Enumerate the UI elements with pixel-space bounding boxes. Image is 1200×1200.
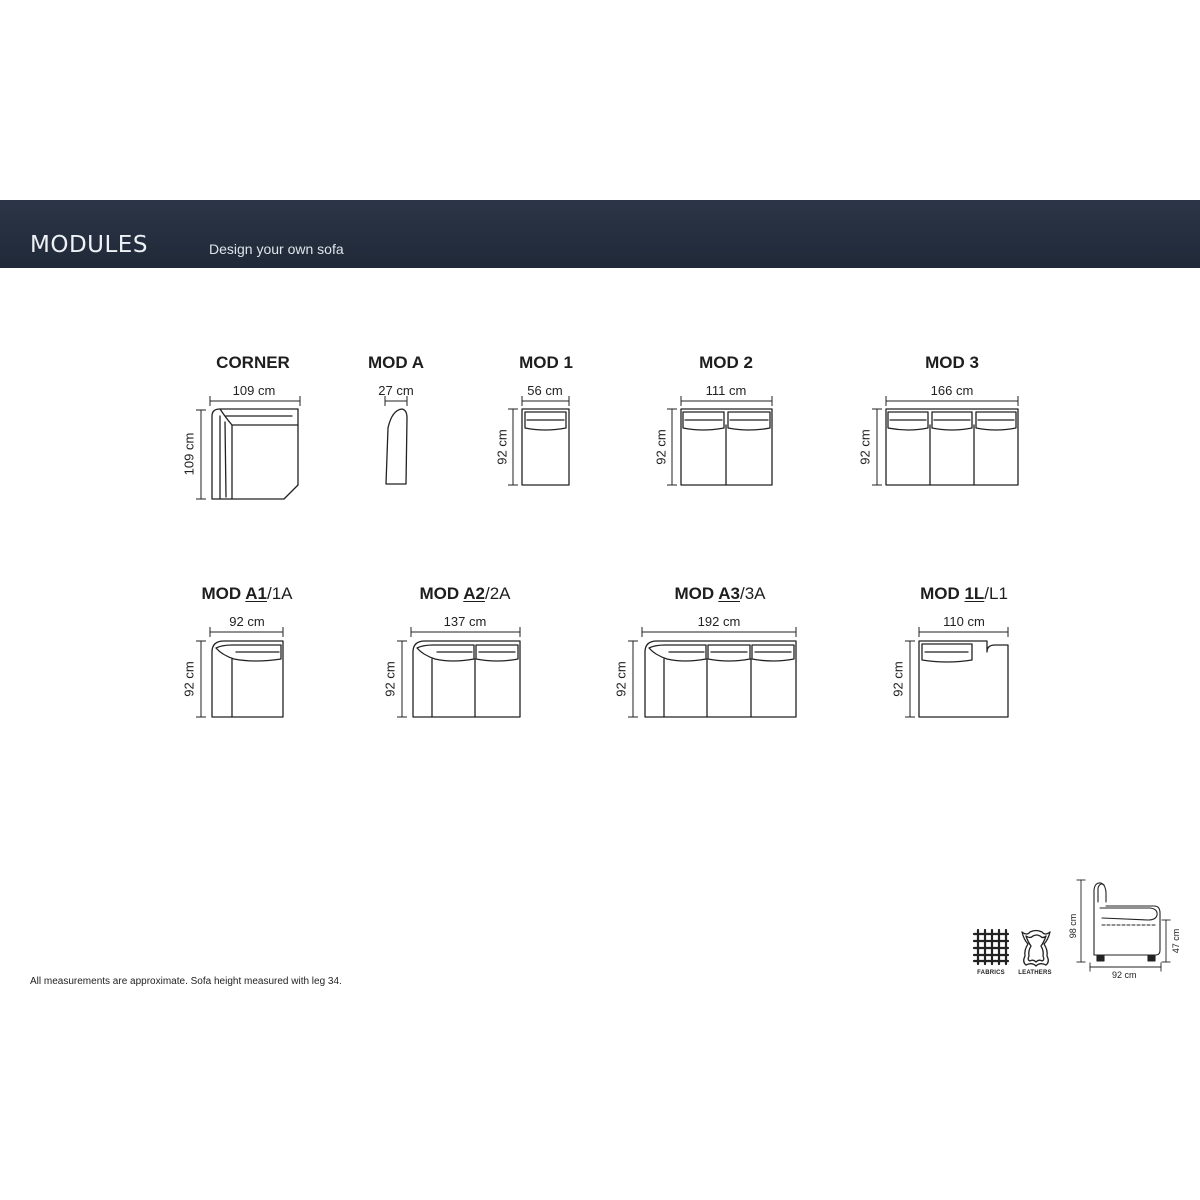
width-dimension: 111 cm: [705, 383, 747, 398]
leathers-label: LEATHERS: [1018, 970, 1052, 976]
width-dimension: 109 cm: [232, 383, 276, 398]
width-dimension: 92 cm: [229, 614, 265, 629]
width-dimension: 56 cm: [527, 383, 563, 398]
depth-dimension: 92 cm: [494, 429, 510, 465]
page-subtitle: Design your own sofa: [209, 241, 344, 257]
mod-a2-drawing: [402, 632, 520, 717]
width-dimension: 137 cm: [443, 614, 487, 629]
mod-a3-drawing: [633, 632, 796, 717]
depth-dimension: 92 cm: [857, 429, 873, 465]
module-name: MOD A1/1A: [201, 584, 293, 603]
page-title: MODULES: [30, 232, 148, 258]
mod-1-drawing: [513, 401, 569, 485]
fabrics-label: FABRICS: [977, 970, 1005, 976]
depth-dimension: 92 cm: [181, 661, 197, 697]
corner-module-drawing: [201, 401, 300, 499]
depth-dimension: 92 cm: [613, 661, 629, 697]
width-dimension: 166 cm: [930, 383, 974, 398]
measurement-note: All measurements are approximate. Sofa height measured with leg 34.: [30, 976, 342, 987]
mod-3-drawing: [877, 401, 1018, 485]
sofa-depth-dimension: 92 cm: [1112, 970, 1137, 980]
width-dimension: 192 cm: [697, 614, 741, 629]
seat-height-dimension: 47 cm: [1171, 928, 1181, 954]
sofa-side-profile-drawing: [1081, 880, 1166, 967]
depth-dimension: 92 cm: [890, 661, 906, 697]
leather-hide-icon: [1022, 931, 1050, 967]
mod-a1-drawing: [201, 632, 283, 717]
module-name: MOD 1L/L1: [920, 584, 1008, 603]
module-name: MOD A: [367, 353, 425, 372]
width-dimension: 110 cm: [943, 614, 985, 629]
mod-a-drawing: [385, 401, 407, 484]
module-name: MOD 3: [925, 353, 979, 372]
depth-dimension: 109 cm: [181, 432, 197, 476]
module-name: MOD A2/2A: [419, 584, 511, 603]
module-name: CORNER: [216, 353, 290, 372]
fabric-grid-icon: [974, 930, 1008, 964]
depth-dimension: 92 cm: [382, 661, 398, 697]
mod-1l-drawing: [910, 632, 1008, 717]
module-name: MOD A3/3A: [674, 584, 766, 603]
module-name: MOD 1: [519, 353, 573, 372]
mod-2-drawing: [672, 401, 772, 485]
sofa-height-dimension: 98 cm: [1068, 913, 1078, 939]
width-dimension: 27 cm: [378, 383, 414, 398]
module-name: MOD 2: [699, 353, 753, 372]
depth-dimension: 92 cm: [653, 429, 669, 465]
